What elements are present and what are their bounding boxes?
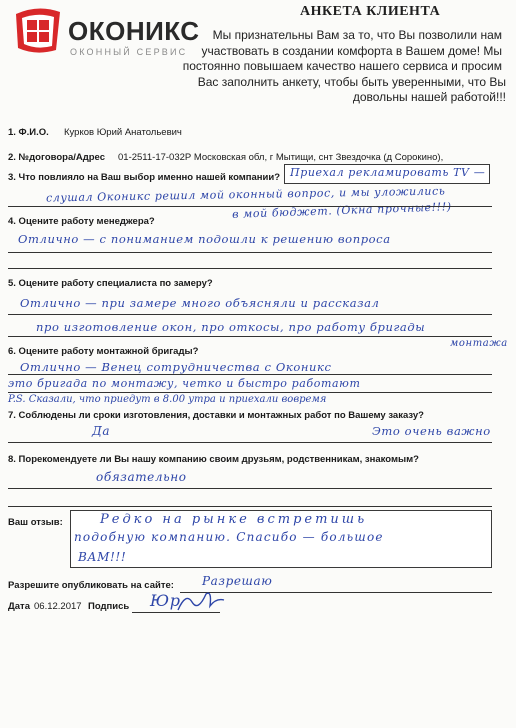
q8-answer: обязательно (96, 470, 187, 484)
q3-answer-line: в мой бюджет. (Окна прочные!!!) (231, 200, 452, 221)
q3-answer-rule (8, 206, 492, 207)
q8-answer-rule (8, 506, 492, 507)
q6-answer-line: Отлично — Венец сотрудничества с Оконикс (20, 360, 332, 374)
q5-answer-rule (8, 336, 492, 337)
intro-line: участвовать в создании комфорта в Вашем доме! Мы (201, 43, 502, 58)
review-answer-line: ВАМ!!! (78, 550, 127, 564)
q3-label: 3. Что повлияло на Ваш выбор именно нашей компании? (8, 172, 281, 183)
q8-answer-rule (8, 488, 492, 489)
q4-label: 4. Оцените работу менеджера? (8, 216, 155, 227)
q6-answer-rule (8, 392, 492, 393)
q7-answer-rule (8, 442, 492, 443)
page-title: АНКЕТА КЛИЕНТА (300, 4, 441, 19)
review-answer-line: Редко на рынке встретишь (100, 512, 368, 527)
signature: Юр (150, 591, 181, 610)
q3-answer-line: слушал Оконикс решил мой оконный вопрос, и мы уложились (45, 184, 446, 205)
q6-answer-rule (8, 374, 492, 375)
q7-answer-yes: Да (92, 424, 111, 438)
q5-label: 5. Оцените работу специалиста по замеру? (8, 278, 213, 289)
publish-answer: Разрешаю (202, 574, 273, 588)
publish-label: Разрешите опубликовать на сайте: (8, 580, 174, 591)
q7-answer-note: Это очень важно (372, 424, 491, 438)
q4-answer-line: Отлично — с пониманием подошли к решению вопроса (18, 232, 391, 246)
q5-answer-line: Отлично — при замере много объясняли и рассказал (20, 296, 380, 310)
signature-stroke-icon (176, 588, 226, 616)
publish-rule (180, 592, 492, 593)
date-value: 06.12.2017 (34, 601, 82, 612)
logo-tagline: ОКОННЫЙ СЕРВИС (70, 47, 188, 57)
intro-text (180, 28, 506, 106)
q6-answer-line: это бригада по монтажу, четко и быстро работают (8, 377, 361, 390)
q2-value: 01-2511-17-032Р Московская обл, г Мытищи, снт Звездочка (д Сорокино), (118, 152, 444, 163)
q3-answer-line: Приехал рекламировать TV — (290, 166, 486, 179)
window-logo-icon (10, 6, 66, 56)
signature-label: Подпись (88, 601, 130, 612)
q5-answer-line: про изготовление окон, про откосы, про работу бригады (36, 320, 426, 334)
q5-answer-rule (8, 314, 492, 315)
review-label: Ваш отзыв: (8, 517, 63, 528)
q8-label: 8. Порекомендуете ли Вы нашу компанию своим друзьям, родственникам, знакомым? (8, 454, 419, 465)
q2-label: 2. №договора/Адрес (8, 152, 105, 163)
logo-name: ОКОНИКС (68, 16, 200, 46)
q6-label: 6. Оцените работу монтажной бригады? (8, 346, 199, 357)
intro-line: Мы признательны Вам за то, что Вы позволили нам (212, 28, 502, 42)
q5-answer-line: монтажа (450, 338, 508, 349)
q7-label: 7. Соблюдены ли сроки изготовления, доставки и монтажных работ по Вашему заказу? (8, 410, 424, 421)
intro-line: постоянно повышаем качество нашего сервиса и просим (182, 59, 502, 73)
intro-line: Вас заполнить анкету, чтобы быть уверенными, что Вы довольны нашей работой!!! (197, 74, 506, 104)
q6-answer-line: P.S. Сказали, что приедут в 8.00 утра и приехали вовремя (8, 394, 327, 405)
review-answer-line: подобную компанию. Спасибо — большое (74, 530, 384, 544)
q1-value: Курков Юрий Анатольевич (64, 127, 182, 138)
q1-label: 1. Ф.И.О. (8, 127, 49, 138)
date-label: Дата (8, 601, 30, 612)
q4-answer-rule (8, 252, 492, 253)
okoniks-logo (10, 6, 200, 64)
q4-answer-rule (8, 268, 492, 269)
